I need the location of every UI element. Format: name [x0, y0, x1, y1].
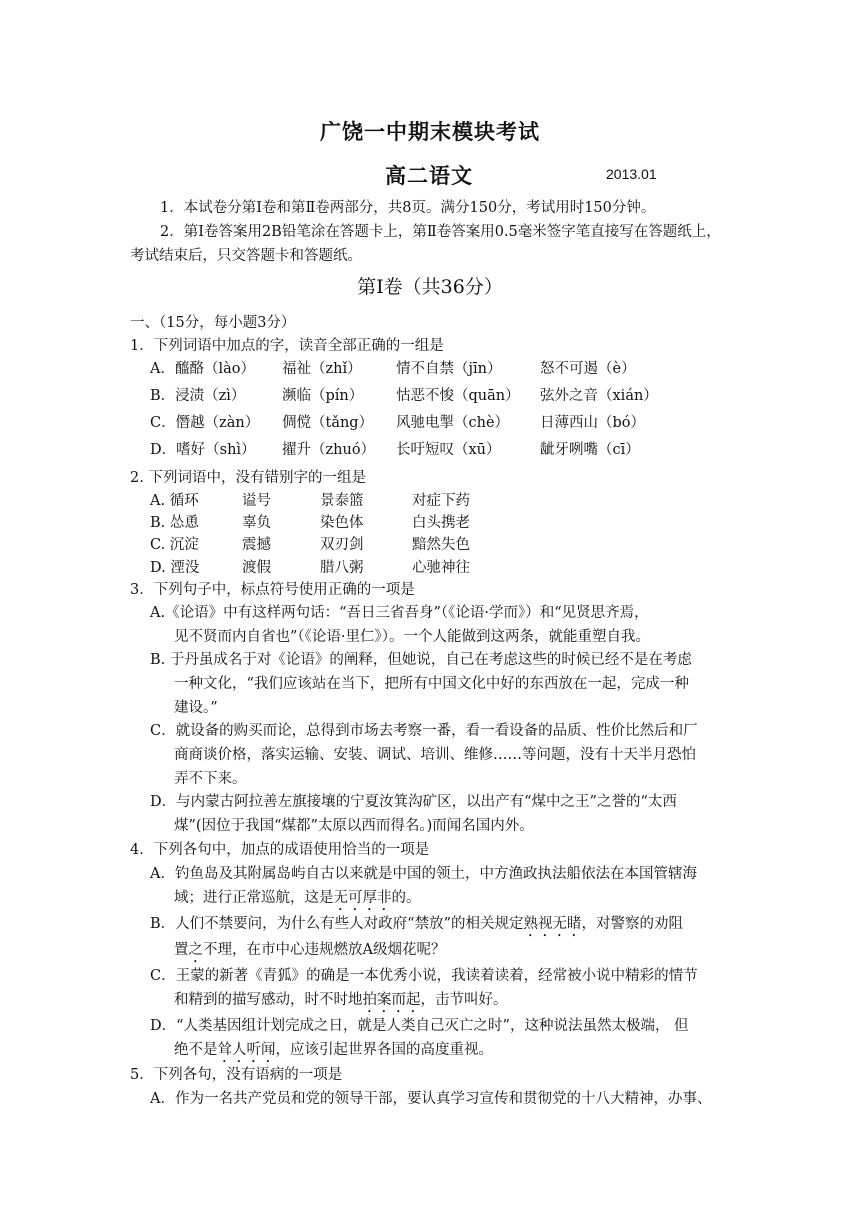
q1-a-2: 福祉（zhǐ）: [282, 361, 362, 377]
q3-option-c-line2: 商商谈价格，落实运输、安装、调试、培训、维修……等问题，没有十天半月恐怕: [174, 747, 696, 763]
q4-option-c-line2: 和精到的描写感动，时不时地拍案而起，击节叫好。: [174, 992, 508, 1008]
exam-title: 广饶一中期末模块考试: [320, 120, 540, 144]
q1-a-1: A．醯酪（lào）: [150, 361, 255, 377]
q2-a-2: 谥号: [242, 493, 271, 509]
q1-c-1: C．僭越（zàn）: [150, 415, 260, 431]
q1-c-4: 日薄西山（bó）: [540, 415, 646, 431]
q2-d-4: 心驰神往: [412, 560, 470, 576]
q1-a-4: 怒不可遏（è）: [540, 361, 636, 377]
q2-c-1: C. 沉淀: [150, 537, 199, 553]
dotted-char: 之: [188, 942, 203, 958]
q3-option-b-line3: 建设。”: [174, 700, 218, 716]
q2-b-2: 辜负: [242, 515, 271, 531]
q2-c-4: 黯然失色: [412, 537, 470, 553]
dotted-idiom: 拍案而起: [362, 992, 421, 1008]
q5-option-a-line1: A．作为一名共产党员和党的领导干部，要认真学习宣传和贯彻党的十八大精神，办事、: [150, 1091, 712, 1107]
q3-option-d-line1: D．与内蒙古阿拉善左旗接壤的宁夏汝箕沟矿区，以出产有“煤中之王”之誉的“太西: [150, 794, 677, 810]
volume-title: 第Ⅰ卷（共36分）: [357, 276, 503, 298]
q2-stem: 2. 下列词语中，没有错别字的一组是: [130, 470, 366, 486]
q4-option-b-line1: B．人们不禁要问，为什么有些人对政府“禁放”的相关规定熟视无睹，对警察的劝阻: [150, 916, 683, 932]
q3-option-b-line1: B. 于丹虽成名于对《论语》的阐释，但她说，自己在考虑这些的时候已经不是在考虑: [150, 652, 692, 668]
q4-option-c-line1: C．王蒙的新著《青狐》的确是一本优秀小说，我读着读着，经常被小说中精彩的情节: [150, 968, 698, 984]
q2-b-4: 白头携老: [412, 515, 470, 531]
q2-a-1: A. 循环: [150, 493, 199, 509]
q2-c-3: 双刃剑: [320, 537, 364, 553]
q1-c-2: 倜傥（tǎng）: [282, 415, 374, 431]
q1-d-2: 擢升（zhuó）: [282, 442, 376, 458]
q2-a-4: 对症下药: [412, 493, 470, 509]
q1-c-3: 风驰电掣（chè）: [396, 415, 510, 431]
q4-option-a-line1: A．钓鱼岛及其附属岛屿自古以来就是中国的领土，中方渔政执法船依法在本国管辖海: [150, 866, 697, 882]
q2-a-3: 景泰篮: [320, 493, 364, 509]
dotted-idiom: 无可厚非: [333, 890, 392, 906]
exam-subtitle: 高二语文: [385, 164, 473, 188]
q3-stem: 3．下列句子中，标点符号使用正确的一项是: [130, 582, 415, 598]
q2-d-1: D. 湮没: [150, 560, 200, 576]
q4-option-d-line1: D．“人类基因组计划完成之日，就是人类自己灭亡之时”，这种说法虽然太极端， 但: [150, 1018, 689, 1034]
q4-option-d-line2: 绝不是耸人听闻，应该引起世界各国的高度重视。: [174, 1042, 493, 1058]
q1-stem: 1．下列词语中加点的字，读音全部正确的一组是: [130, 338, 444, 354]
q2-c-2: 震撼: [242, 537, 271, 553]
q3-option-c-line3: 弄不下来。: [174, 771, 247, 787]
q1-d-4: 龇牙咧嘴（cī）: [540, 442, 640, 458]
q2-d-2: 渡假: [242, 560, 271, 576]
q3-option-b-line2: 一种文化，“我们应该站在当下，把所有中国文化中好的东西放在一起，完成一种: [174, 676, 689, 692]
q1-d-3: 长吁短叹（xū）: [396, 442, 501, 458]
q2-d-3: 腊八粥: [320, 560, 364, 576]
q1-d-1: D．嗜好（shì）: [150, 442, 256, 458]
q1-b-2: 濒临（pín）: [282, 388, 364, 404]
dotted-idiom: 熟视无睹: [523, 916, 582, 932]
q2-b-1: B. 怂恿: [150, 515, 199, 531]
q1-b-4: 弦外之音（xián）: [540, 388, 658, 404]
instruction-2: 2．第Ⅰ卷答案用2B铅笔涂在答题卡上，第Ⅱ卷答案用0.5毫米签字笔直接写在答题纸上，考试结束后，只交答题卡和答题纸。: [130, 224, 721, 264]
q1-b-3: 怙恶不悛（quān）: [396, 388, 520, 404]
q4-stem: 4．下列各句中，加点的成语使用恰当的一项是: [130, 842, 430, 858]
section-heading: 一、（15分，每小题3分）: [130, 315, 296, 331]
q3-option-c-line1: C．就设备的购买而论，总得到市场去考察一番，看一看设备的品质、性价比然后和厂: [150, 723, 698, 739]
q5-stem: 5．下列各句，没有语病的一项是: [130, 1067, 343, 1083]
q1-a-3: 情不自禁（jīn）: [396, 361, 502, 377]
q4-option-b-line2: 置之不理，在市中心违规燃放A级烟花呢？: [174, 942, 446, 958]
q3-option-a-line2: 见不贤而内自省也”（《论语·里仁》）。一个人能做到这两条，就能重塑自我。: [174, 629, 651, 645]
q1-b-1: B．浸渍（zì）: [150, 388, 246, 404]
q4-option-a-line2: 域；进行正常巡航，这是无可厚非的。: [174, 890, 421, 906]
dotted-idiom: 耸人听闻: [217, 1042, 276, 1058]
q3-option-a-line1: A.《论语》中有这样两句话：“吾日三省吾身”（《论语·学而》）和“见贤思齐焉，: [150, 605, 649, 621]
q3-option-d-line2: 煤”(因位于我国“煤都”太原以西而得名。)而闻名国内外。: [174, 818, 534, 834]
exam-date: 2013.01: [606, 166, 657, 182]
instruction-1: 1．本试卷分第Ⅰ卷和第Ⅱ卷两部分，共8页。满分150分，考试用时150分钟。: [160, 200, 656, 216]
q2-b-3: 染色体: [320, 515, 364, 531]
